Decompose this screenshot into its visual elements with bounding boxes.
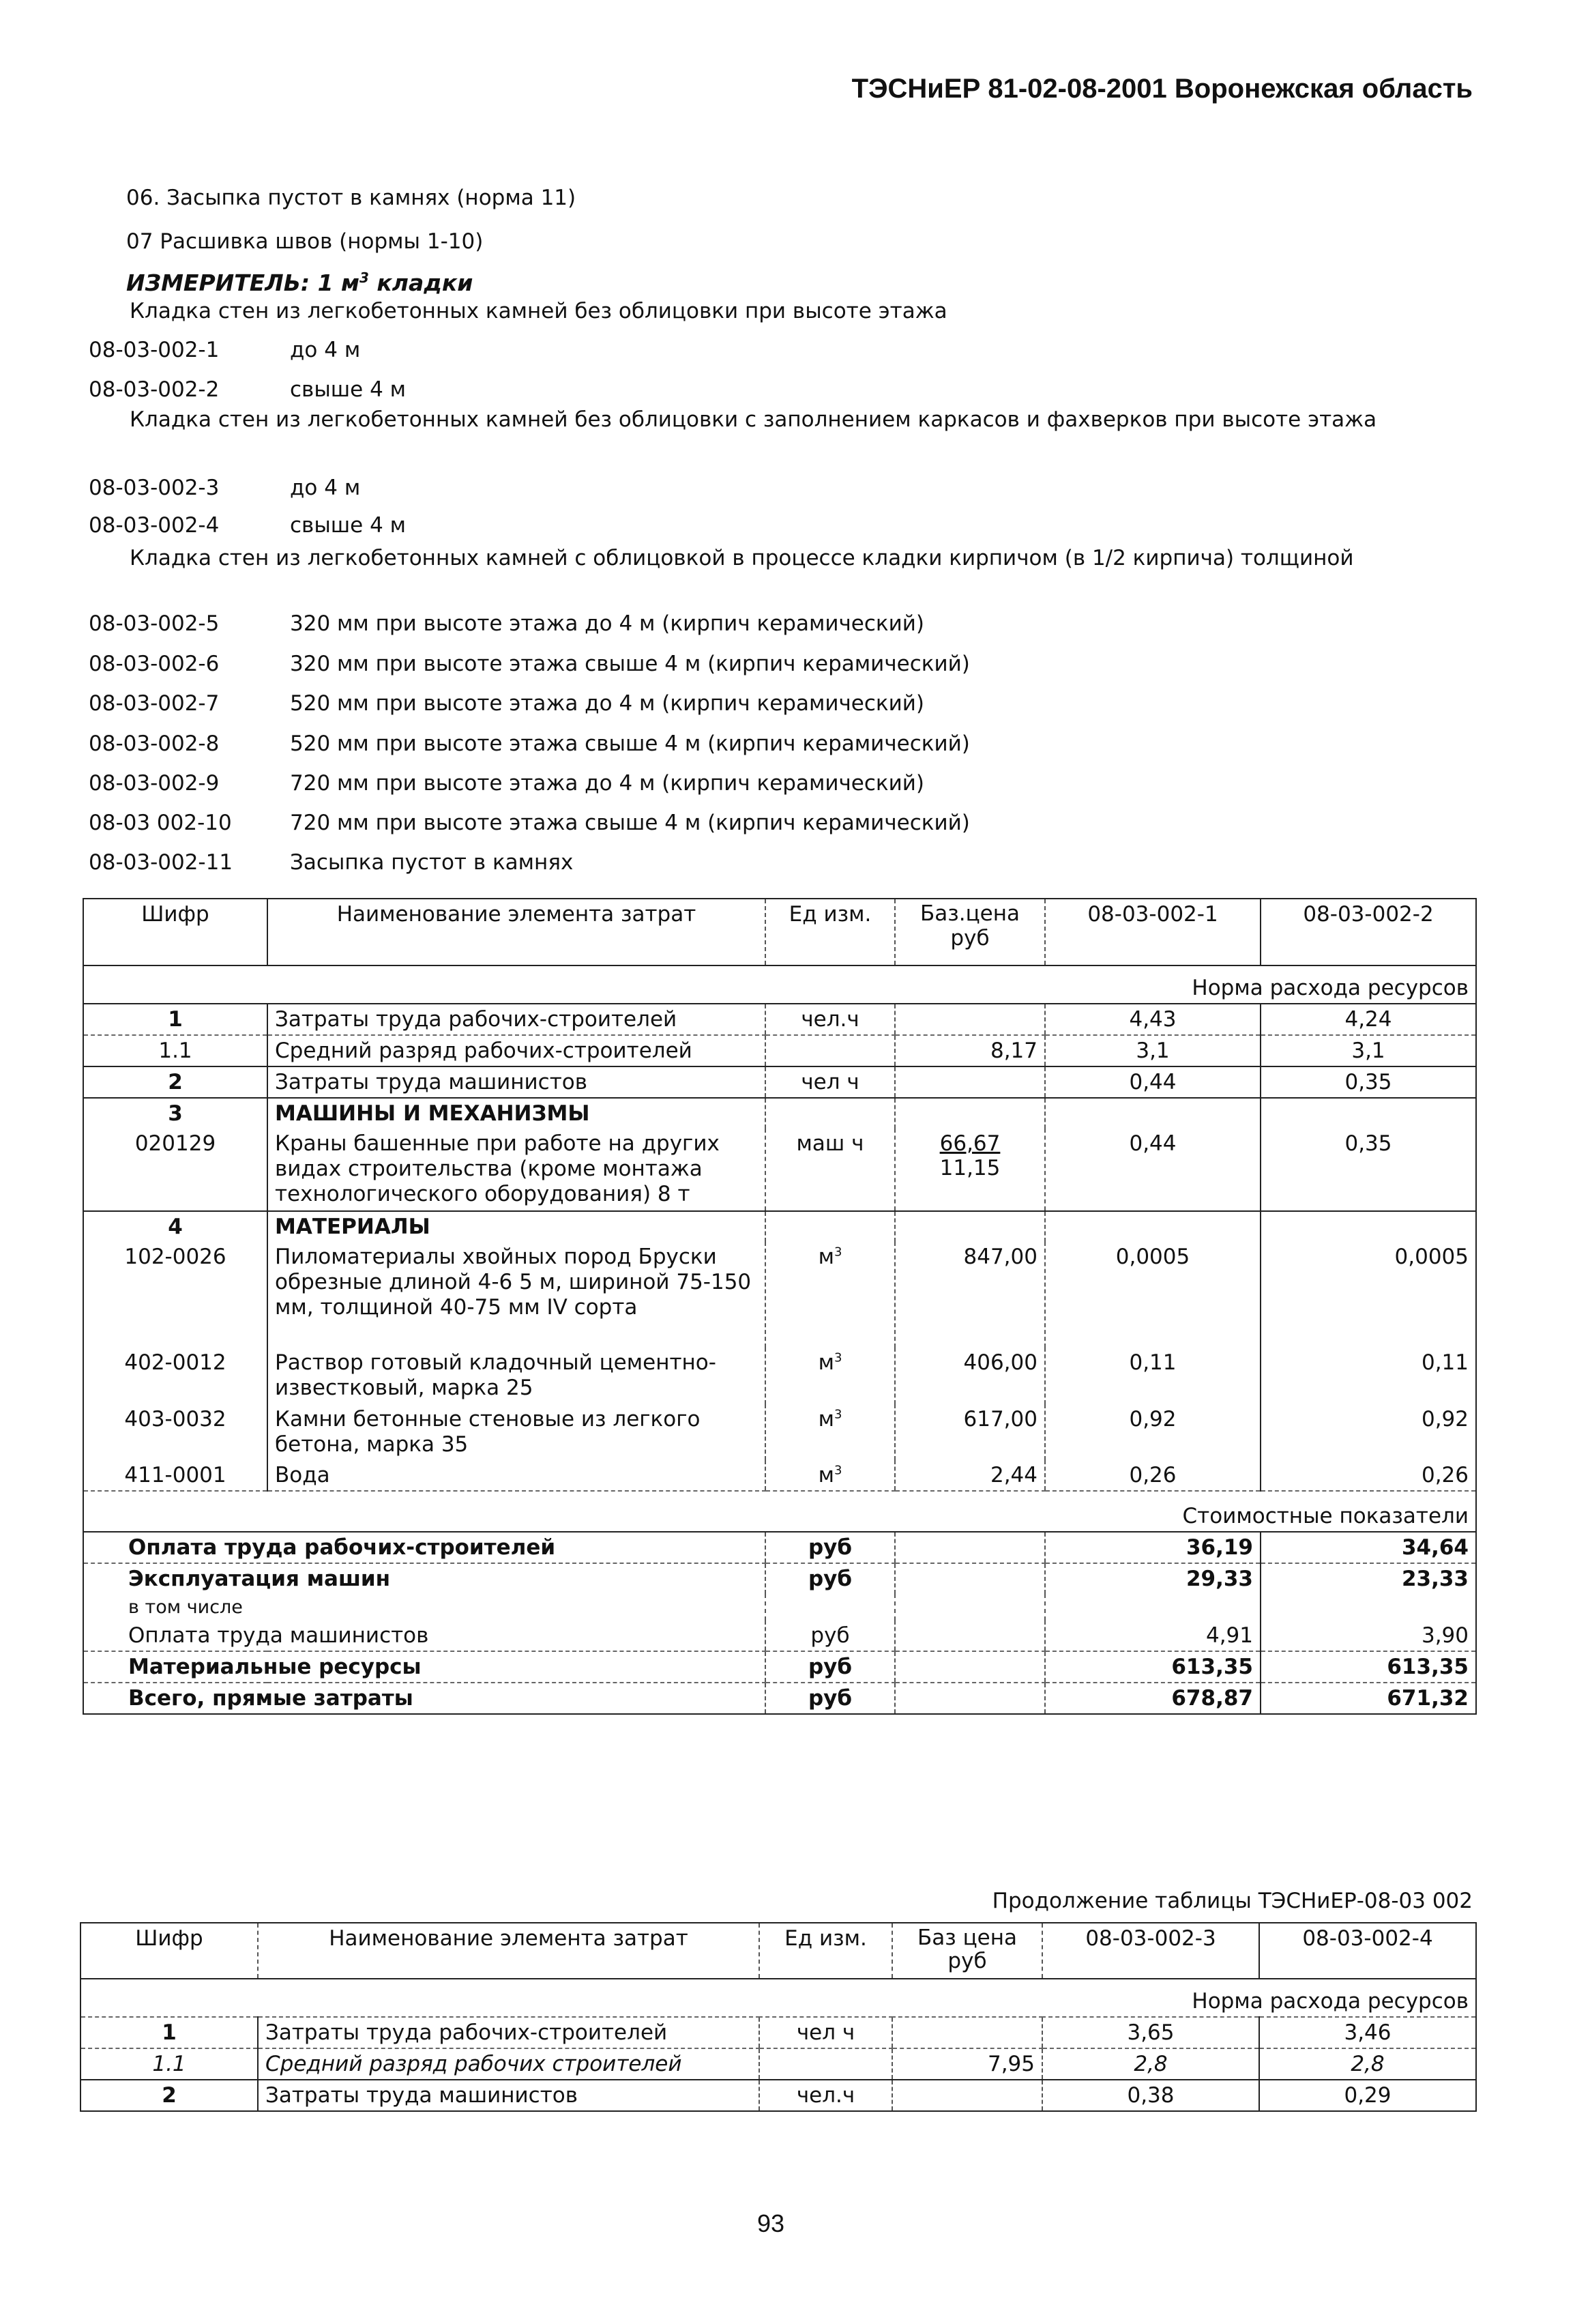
row-value-1: 0,38 [1042,2080,1259,2111]
row-unit [765,1460,895,1491]
group3-code-2: 08-03-002-6 [89,652,220,676]
unit-sup: 3 [834,1407,842,1422]
row-value-1: 4,43 [1045,1004,1261,1035]
header-col2: 08-03-002-2 [1261,899,1476,965]
cost-value-2: 671,32 [1261,1683,1476,1714]
table-row [83,1211,1476,1242]
cost-value-2: 3,90 [1261,1621,1476,1651]
row-unit: маш ч [765,1129,895,1211]
table1-header-row [83,899,1476,965]
row-value-1: 3,65 [1042,2017,1259,2048]
row-value-1: 0,11 [1045,1348,1261,1404]
row-value-2: 0,35 [1261,1129,1476,1211]
document-header: ТЭСНиЕР 81-02-08-2001 Воронежская область [851,74,1473,104]
row-code: 1.1 [83,1035,267,1066]
header-code: Шифр [83,899,267,965]
row-code: 1.1 [80,2048,258,2080]
group-title-3: Кладка стен из легкобетонных камней с облицовкой в процессе кладки кирпичом (в 1/2 кирпича) толщиной [130,546,1354,570]
unit-text: м [818,1406,834,1432]
row-name: Раствор готовый кладочный цементно-известковый, марка 25 [267,1348,765,1404]
row-value-2: 3,46 [1259,2017,1476,2048]
group1-code-1: 08-03-002-1 [89,338,220,362]
row-value-2: 0,26 [1261,1460,1476,1491]
table2-header-row [80,1923,1476,1979]
group3-desc-4: 520 мм при высоте этажа свыше 4 м (кирпич керамический) [290,731,970,756]
cost-title: Стоимостные показатели [83,1491,1476,1532]
measure-tail: кладки [368,270,473,296]
group3-desc-3: 520 мм при высоте этажа до 4 м (кирпич керамический) [290,691,925,716]
row-code: 020129 [83,1129,267,1211]
table-row [83,1098,1476,1129]
page-number: 93 [757,2209,785,2237]
table-row [83,1066,1476,1098]
cost-row [83,1651,1476,1683]
group-title-1: Кладка стен из легкобетонных камней без облицовки при высоте этажа [130,299,947,323]
row-code: 2 [83,1066,267,1098]
row-value-2: 2,8 [1259,2048,1476,2080]
cost-name: Всего, прямые затраты [128,1685,413,1711]
row-unit [765,1404,895,1460]
table-row [83,1129,1476,1211]
cost-name: Материальные ресурсы [83,1651,765,1683]
row-price: 7,95 [892,2048,1042,2080]
group2-desc-2: свыше 4 м [290,513,407,538]
cost-name: в том числе [128,1596,243,1618]
continuation-caption: Продолжение таблицы ТЭСНиЕР-08-03 002 [992,1889,1473,1913]
cost-unit: руб [765,1651,895,1683]
table-row [83,1404,1476,1460]
row-code: 411-0001 [83,1460,267,1491]
row-price: 847,00 [895,1242,1045,1348]
group2-code-2: 08-03-002-4 [89,513,220,538]
group1-code-2: 08-03-002-2 [89,377,220,402]
row-name: Затраты труда машинистов [267,1066,765,1098]
unit-sup: 3 [834,1245,842,1260]
cost-value-2: 23,33 [1261,1563,1476,1594]
header-col1: 08-03-002-3 [1042,1923,1259,1979]
intro-line-2: 07 Расшивка швов (нормы 1-10) [126,229,484,254]
row-value-1: 0,26 [1045,1460,1261,1491]
measure-unit: 1 м [317,270,359,296]
group3-code-1: 08-03-002-5 [89,611,220,636]
row-value-2: 0,0005 [1261,1242,1476,1348]
header-name: Наименование элемента затрат [258,1923,759,1979]
row-unit: чел.ч [759,2080,892,2111]
row-price [895,1066,1045,1098]
group3-desc-6: 720 мм при высоте этажа свыше 4 м (кирпич керамический) [290,811,970,835]
row-value-2: 0,35 [1261,1066,1476,1098]
unit-text: м [818,1244,834,1269]
cost-row [83,1621,1476,1651]
norm-title: Норма расхода ресурсов [83,965,1476,1004]
group2-code-1: 08-03-002-3 [89,476,220,500]
cost-value-1: 36,19 [1045,1532,1261,1563]
row-value-1: 0,92 [1045,1404,1261,1460]
header-unit: Ед изм. [759,1923,892,1979]
header-price: Баз цена руб [892,1923,1042,1979]
row-name: Вода [267,1460,765,1491]
row-code: 102-0026 [124,1244,226,1269]
row-value-2: 0,92 [1261,1404,1476,1460]
cost-row [83,1532,1476,1563]
cost-name: Оплата труда рабочих-строителей [83,1532,765,1563]
norm-title-row [83,965,1476,1004]
row-name: Камни бетонные стеновые из легкого бетона, марка 35 [267,1404,765,1460]
norm-title: Норма расхода ресурсов [80,1979,1476,2017]
row-value-2: 4,24 [1261,1004,1476,1035]
row-unit [765,1035,895,1066]
row-code: 2 [162,2083,177,2108]
norm-title-row [80,1979,1476,2017]
header-unit: Ед изм. [765,899,895,965]
row-price [895,1004,1045,1035]
cost-value-1: 4,91 [1045,1621,1261,1651]
group2-desc-1: до 4 м [290,476,361,500]
cost-value-2: 34,64 [1261,1532,1476,1563]
row-name: Средний разряд рабочих-строителей [267,1035,765,1066]
row-price: 8,17 [895,1035,1045,1066]
header-price: Баз.цена руб [895,899,1045,965]
cost-row [83,1683,1476,1714]
row-unit [759,2048,892,2080]
row-name: Затраты труда рабочих-строителей [258,2017,759,2048]
row-value-1: 0,44 [1045,1066,1261,1098]
header-code: Шифр [80,1923,258,1979]
row-value-1: 0,0005 [1045,1242,1261,1348]
unit-text: м [818,1350,834,1376]
header-name: Наименование элемента затрат [267,899,765,965]
table-row [80,2048,1476,2080]
table-row [83,1035,1476,1066]
cost-unit: руб [765,1563,895,1594]
row-name: Затраты труда машинистов [258,2080,759,2111]
cost-title-row [83,1491,1476,1532]
measure-label: ИЗМЕРИТЕЛЬ: [126,270,310,296]
resource-table-1 [83,898,1477,1715]
table-row [80,2017,1476,2048]
row-code: 403-0032 [124,1406,226,1432]
table-row [80,2080,1476,2111]
row-name: Средний разряд рабочих строителей [258,2048,759,2080]
group3-desc-5: 720 мм при высоте этажа до 4 м (кирпич керамический) [290,771,925,796]
row-code: 402-0012 [124,1350,226,1376]
row-code: 4 [168,1214,183,1239]
row-value-1: 2,8 [1042,2048,1259,2080]
group3-desc-1: 320 мм при высоте этажа до 4 м (кирпич керамический) [290,611,925,636]
group3-desc-2: 320 мм при высоте этажа свыше 4 м (кирпич керамический) [290,652,970,676]
unit-text: м [818,1462,834,1487]
group1-desc-2: свыше 4 м [290,377,407,402]
section-title-machines: МАШИНЫ И МЕХАНИЗМЫ [267,1098,765,1129]
row-code: 3 [168,1101,183,1126]
row-code: 1 [83,1004,267,1035]
row-name: Затраты труда рабочих-строителей [267,1004,765,1035]
unit-sup: 3 [834,1463,842,1478]
row-unit [765,1242,895,1348]
group3-code-4: 08-03-002-8 [89,731,220,756]
header-col1: 08-03-002-1 [1045,899,1261,965]
table-row [83,1460,1476,1491]
row-value-2: 0,29 [1259,2080,1476,2111]
row-price: 617,00 [895,1404,1045,1460]
resource-table-2 [80,1922,1477,2112]
table-row [83,1348,1476,1404]
group3-code-5: 08-03-002-9 [89,771,220,796]
row-code: 1 [80,2017,258,2048]
cost-row [83,1594,1476,1621]
row-value-1: 0,44 [1045,1129,1261,1211]
cost-value-2: 613,35 [1261,1651,1476,1683]
unit-sup: 3 [834,1350,842,1365]
group-title-2: Кладка стен из легкобетонных камней без облицовки с заполнением каркасов и фахверков при высоте этажа [130,407,1377,432]
row-unit: чел.ч [765,1004,895,1035]
group3-desc-7: Засыпка пустот в камнях [290,850,574,875]
cost-name: Оплата труда машинистов [83,1621,765,1651]
measure-unit-sup: 3 [359,270,369,286]
cost-value-1: 678,87 [1045,1683,1261,1714]
cost-row [83,1563,1476,1594]
cost-unit: руб [765,1532,895,1563]
row-name: Пиломатериалы хвойных пород Бруски обрезные длиной 4-6 5 м, шириной 75-150 мм, толщиной 40-75 мм IV сорта [267,1242,765,1348]
row-price: 406,00 [895,1348,1045,1404]
row-value-2: 0,11 [1261,1348,1476,1404]
row-unit: чел ч [765,1066,895,1098]
row-unit [765,1348,895,1404]
header-col2: 08-03-002-4 [1259,1923,1476,1979]
intro-line-1: 06. Засыпка пустот в камнях (норма 11) [126,186,576,210]
section-title-materials: МАТЕРИАЛЫ [267,1211,765,1242]
row-value-1: 3,1 [1045,1035,1261,1066]
cost-value-1: 613,35 [1045,1651,1261,1683]
row-price [892,2080,1042,2111]
table-row [83,1004,1476,1035]
cost-name: Эксплуатация машин [128,1566,391,1591]
price-total: 66,67 [939,1131,1001,1156]
row-unit: чел ч [759,2017,892,2048]
cost-unit: руб [765,1621,895,1651]
row-price: 2,44 [895,1460,1045,1491]
measure-line [126,270,473,296]
price-wage: 11,15 [939,1156,1001,1180]
cost-unit: руб [765,1683,895,1714]
group3-code-3: 08-03-002-7 [89,691,220,716]
row-price [895,1129,1045,1211]
table-row [83,1242,1476,1348]
row-name: Краны башенные при работе на других видах строительства (кроме монтажа технологического оборудования) 8 т [267,1129,765,1211]
group3-code-6: 08-03 002-10 [89,811,232,835]
row-price [892,2017,1042,2048]
row-value-2: 3,1 [1261,1035,1476,1066]
group3-code-7: 08-03-002-11 [89,850,233,875]
group1-desc-1: до 4 м [290,338,361,362]
cost-value-1: 29,33 [1045,1563,1261,1594]
